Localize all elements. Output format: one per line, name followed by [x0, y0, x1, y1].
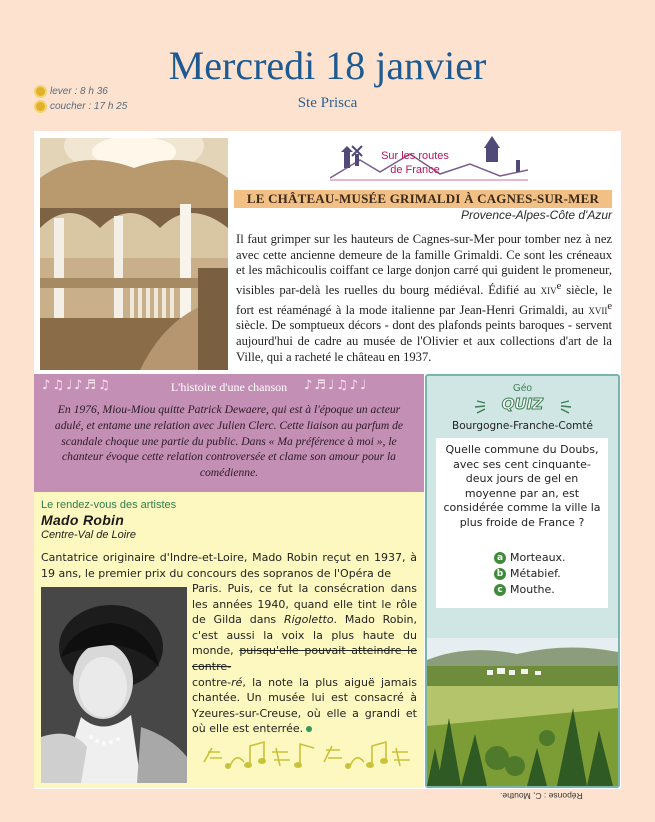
- landscape-photo: [427, 638, 618, 786]
- castle-text-c: siècle. De somptueux décors - dont des plafonds peints baroques - servent aujourd'hui de cadre au musée de l'Olivier et aux collections d'art de la Ville, qui a racheté le château en 1937.: [236, 318, 612, 364]
- artists-kicker: Le rendez-vous des artistes: [41, 499, 177, 511]
- century-2: xvii: [588, 302, 608, 317]
- quiz-question: Quelle commune du Doubs, avec ses cent cinquante-deux jours de gel en moyenne par an, est considérée comme la ville la plus froide de France ?: [443, 443, 601, 529]
- routes-logo-line1: Sur les routes: [381, 150, 449, 162]
- routes-logo-text: [360, 149, 470, 177]
- artist-name: Mado Robin: [41, 512, 125, 528]
- opera-title: Rigoletto: [283, 613, 334, 627]
- castle-region: Provence-Alpes-Côte d'Azur: [460, 208, 612, 222]
- song-text: En 1976, Miou-Miou quitte Patrick Dewaere, qui est à l'époque un acteur adulé, et entame une relation avec Julien Clerc. Cette liaison au parfum de scandale choque une partie du public. Dans « Ma préférence à moi », le chanteur évoque cette relation controversée et clame son amour pour la comédienne.: [54, 403, 404, 480]
- song-section: [34, 374, 424, 492]
- option-text: Morteaux.: [510, 551, 566, 564]
- singer-portrait-photo: [41, 587, 187, 783]
- artists-section: [34, 492, 424, 788]
- geo-label: Géo: [513, 383, 532, 394]
- quiz-options: [494, 550, 566, 598]
- artist-text-c: contre-: [192, 675, 232, 689]
- castle-title-banner: LE CHÂTEAU-MUSÉE GRIMALDI À CAGNES-SUR-MER: [234, 190, 612, 208]
- quiz-word: QUIZ: [501, 395, 544, 413]
- castle-courtyard-photo: [40, 138, 228, 370]
- page-date-title: Mercredi 18 janvier: [168, 43, 487, 88]
- end-mark-icon: [306, 726, 312, 732]
- routes-logo-line2: de France: [390, 164, 440, 176]
- sunset-text: coucher : 17 h 25: [50, 101, 128, 112]
- quiz-option-a: [494, 550, 566, 566]
- century-1-sup: e: [556, 280, 562, 292]
- option-letter-badge: c: [494, 584, 506, 596]
- option-letter-badge: a: [494, 552, 506, 564]
- music-notes-decoration-icon: [200, 738, 412, 772]
- option-letter-badge: b: [494, 568, 506, 580]
- note-re: ré: [231, 675, 243, 689]
- castle-article: [236, 232, 612, 365]
- artist-text-top: Cantatrice originaire d'Indre-et-Loire, Mado Robin reçut en 1937, à 19 ans, le premier prix du concours des sopranos de l'Opéra de: [41, 551, 417, 580]
- music-notes-icon: ♪♬♩♫♪♩: [304, 378, 369, 393]
- artist-text-d: , la note la plus aiguë jamais chantée. Un musée lui est consacré à Yzeures-sur-Creuse, où elle a grandi et où elle est enterrée.: [192, 675, 417, 736]
- song-heading: L'histoire d'une chanson: [170, 380, 288, 394]
- geo-quiz-panel: [425, 374, 620, 788]
- sunrise-text: lever : 8 h 36: [50, 86, 108, 97]
- music-notes-icon: ♪♫♩♪♬♫: [42, 378, 112, 393]
- option-text: Métabief.: [510, 567, 561, 580]
- quiz-logo: [427, 393, 618, 421]
- castle-text-b: siècle, le fort est réaménagé à la mode italienne par Jean-Henri Grimaldi, au: [236, 282, 612, 317]
- artist-region: Centre-Val de Loire: [41, 529, 136, 541]
- quiz-option-c: [494, 582, 566, 598]
- quiz-region: Bourgogne-Franche-Comté: [452, 420, 593, 432]
- quiz-option-b: [494, 566, 566, 582]
- saint-of-day: Ste Prisca: [297, 95, 358, 111]
- century-1: xiv: [540, 282, 557, 297]
- artist-text-b: . Mado Robin, c'est aussi la voix la plus haute du monde,: [192, 613, 417, 658]
- option-text: Mouthe.: [510, 583, 555, 596]
- quiz-question-box: [436, 438, 608, 608]
- artist-text-side: [192, 581, 417, 737]
- artist-struck-text: puisqu'elle pouvait atteindre le contre-: [192, 644, 417, 673]
- quiz-answer-upside-down: Réponse : C, Mouthe.: [500, 791, 583, 801]
- artist-text-a: Paris. Puis, ce fut la consécration dans les années 1940, quand elle tint le rôle de Gilda dans: [192, 582, 417, 627]
- castle-text-a: Il faut grimper sur les hauteurs de Cagnes-sur-Mer pour tomber nez à nez avec cette ancienne demeure de la famille Grimaldi. Ce sont les créneaux et les mâchicoulis coiffant ce large donjon carré qui guident le promeneur, visibles par-delà les ruelles du bourg médiéval. Édifié au: [236, 232, 612, 297]
- century-2-sup: e: [607, 300, 612, 312]
